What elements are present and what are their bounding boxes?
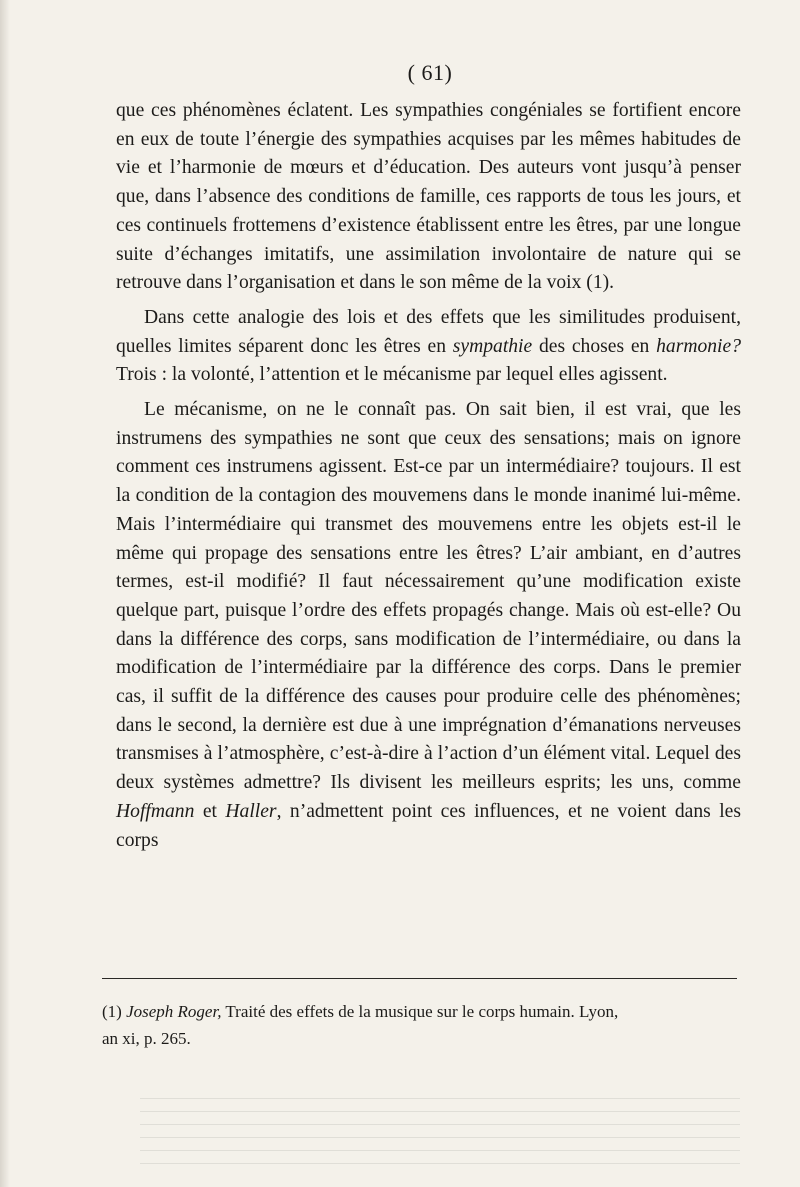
footnote-separator bbox=[102, 978, 737, 979]
body-text bbox=[116, 97, 741, 861]
page-number: ( 61) bbox=[407, 60, 453, 85]
text-run: des choses en bbox=[532, 335, 657, 357]
page-gutter-shadow bbox=[0, 0, 10, 1187]
footnote-marker: (1) bbox=[102, 1002, 122, 1021]
text-run: et bbox=[194, 800, 226, 822]
footnote bbox=[102, 998, 737, 1052]
italic-term: Haller bbox=[225, 800, 277, 822]
italic-term: sympathie bbox=[452, 335, 533, 357]
text-run: , n’admettent point ces influences, et ne voient dans les corps bbox=[116, 800, 741, 851]
footnote-title: Traité des effets de la musique sur le corps humain. Lyon, bbox=[221, 1002, 619, 1021]
footnote-line-2: an xi, p. 265. bbox=[102, 1029, 191, 1048]
text-run: Dans cette analogie des lois et des effets que les similitudes produisent, quelles limites séparent donc les êtres en bbox=[116, 306, 741, 357]
paragraph bbox=[116, 396, 741, 855]
italic-term: harmonie? bbox=[656, 335, 741, 357]
italic-term: Hoffmann bbox=[116, 800, 195, 822]
show-through-texture bbox=[140, 1098, 740, 1168]
text-run: que ces phénomènes éclatent. Les sympathies congéniales se fortifient encore en eux de toute l’énergie des sympathies acquises par les mêmes habitudes de vie et l’harmonie de mœurs et d’éducation. Des auteurs vont jusqu’à penser que, dans l’absence des conditions de famille, ces rapports de tous les jours, et ces continuels frottemens d’existence établissent entre les êtres, par une longue suite d’échanges imitatifs, une assimilation involontaire de nature qui se retrouve dans l’organisation et dans le son même de la voix (1). bbox=[116, 100, 741, 294]
text-run: Trois : la volonté, l’attention et le mécanisme par lequel elles agissent. bbox=[116, 364, 668, 386]
paragraph bbox=[116, 97, 741, 298]
text-run: Le mécanisme, on ne le connaît pas. On sait bien, il est vrai, que les instrumens des sympathies ne sont que ceux des sensations; mais on ignore comment ces instrumens agissent. Est-ce par un intermédiaire? toujours. Il est la condition de la contagion des mouvemens dans le monde inanimé lui-même. Mais l’intermédiaire qui transmet des mouvemens entre les objets est-il le même qui propage des sensations entre les êtres? L’air ambiant, en d’autres termes, est-il modifié? Il faut nécessairement qu’une modification existe quelque part, puisque l’ordre des effets propagés change. Mais où est-elle? Ou dans la différence des corps, sans modification de l’intermédiaire, ou dans la modification de l’intermédiaire par la différence des corps. Dans le premier cas, il suffit de la différence des causes pour produire celle des phénomènes; dans le second, la dernière est due à une imprégnation d’émanations nerveuses transmises à l’atmosphère, c’est-à-dire à l’action d’un élément vital. Lequel des deux systèmes admettre? Ils divisent les meilleurs esprits; les uns, comme bbox=[116, 399, 741, 794]
footnote-line-1 bbox=[102, 998, 737, 1025]
footnote-author: Joseph Roger, bbox=[126, 1002, 222, 1021]
paragraph bbox=[116, 304, 741, 390]
